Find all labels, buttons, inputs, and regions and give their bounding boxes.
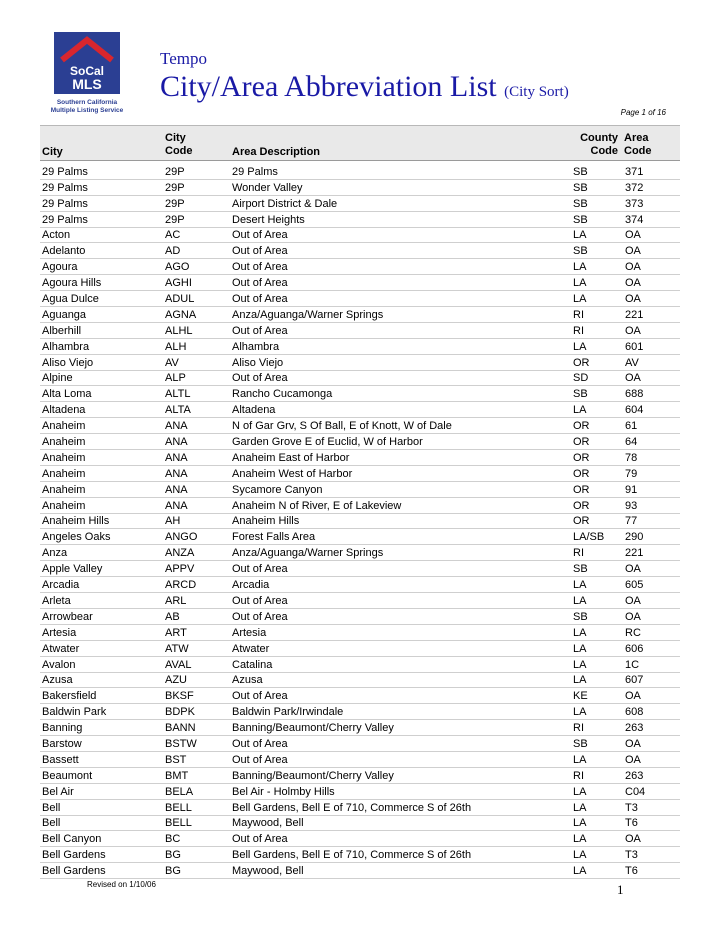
col-area-description: Area Description	[232, 146, 321, 158]
table-row	[40, 402, 680, 418]
house-logo-icon	[46, 26, 130, 118]
county-code-cell: SB	[573, 736, 625, 752]
table-row	[40, 672, 680, 688]
city-code-cell: BANN	[165, 720, 232, 736]
county-code-cell: SB	[573, 179, 625, 195]
area-description-cell: Anza/Aguanga/Warner Springs	[232, 307, 573, 323]
table-row	[40, 608, 680, 624]
table-row	[40, 338, 680, 354]
city-cell: Aguanga	[40, 307, 165, 323]
table-row	[40, 179, 680, 195]
area-code-cell: 77	[625, 513, 680, 529]
area-code-cell: 604	[625, 402, 680, 418]
county-code-cell: OR	[573, 450, 625, 466]
area-description-cell: Aliso Viejo	[232, 354, 573, 370]
table-row	[40, 370, 680, 386]
city-code-cell: AGO	[165, 259, 232, 275]
table-row	[40, 688, 680, 704]
table-row	[40, 450, 680, 466]
city-code-cell: ALHL	[165, 322, 232, 338]
area-description-cell: Out of Area	[232, 736, 573, 752]
area-description-cell: Out of Area	[232, 227, 573, 243]
col-area-code-line2: Code	[624, 145, 652, 157]
county-code-cell: LA	[573, 863, 625, 879]
area-description-cell: Bel Air - Holmby Hills	[232, 783, 573, 799]
county-code-cell: SB	[573, 195, 625, 211]
area-code-cell: 61	[625, 418, 680, 434]
table-row	[40, 243, 680, 259]
city-cell: Avalon	[40, 656, 165, 672]
city-cell: Agoura Hills	[40, 275, 165, 291]
city-cell: Apple Valley	[40, 561, 165, 577]
area-code-cell: 688	[625, 386, 680, 402]
logo-line1: SoCal	[69, 64, 105, 78]
area-code-cell: 64	[625, 434, 680, 450]
county-code-cell: LA	[573, 815, 625, 831]
area-code-cell: OA	[625, 593, 680, 609]
col-area-code-line1: Area	[624, 132, 649, 144]
area-description-cell: Altadena	[232, 402, 573, 418]
county-code-cell: RI	[573, 545, 625, 561]
city-code-cell: AGNA	[165, 307, 232, 323]
county-code-cell: SB	[573, 561, 625, 577]
table-row	[40, 640, 680, 656]
city-cell: Banning	[40, 720, 165, 736]
table-row	[40, 783, 680, 799]
city-code-cell: ATW	[165, 640, 232, 656]
area-code-cell: C04	[625, 783, 680, 799]
county-code-cell: RI	[573, 720, 625, 736]
area-code-cell: 91	[625, 481, 680, 497]
city-code-cell: ALTA	[165, 402, 232, 418]
city-code-cell: APPV	[165, 561, 232, 577]
city-cell: Angeles Oaks	[40, 529, 165, 545]
area-description-cell: Wonder Valley	[232, 179, 573, 195]
city-code-cell: BELL	[165, 799, 232, 815]
city-code-cell: AVAL	[165, 656, 232, 672]
area-description-cell: Anaheim West of Harbor	[232, 465, 573, 481]
table-row	[40, 593, 680, 609]
table-row	[40, 195, 680, 211]
city-code-cell: ANA	[165, 465, 232, 481]
city-code-cell: ANA	[165, 418, 232, 434]
col-county-code-line2: Code	[590, 145, 618, 157]
city-code-cell: 29P	[165, 195, 232, 211]
city-code-cell: AH	[165, 513, 232, 529]
city-cell: Barstow	[40, 736, 165, 752]
county-code-cell: LA	[573, 847, 625, 863]
table-row	[40, 720, 680, 736]
area-code-cell: OA	[625, 227, 680, 243]
city-cell: Anaheim	[40, 497, 165, 513]
city-code-cell: BST	[165, 751, 232, 767]
city-cell: Bel Air	[40, 783, 165, 799]
area-code-cell: 372	[625, 179, 680, 195]
area-description-cell: Out of Area	[232, 275, 573, 291]
city-cell: Acton	[40, 227, 165, 243]
city-cell: Anaheim Hills	[40, 513, 165, 529]
area-description-cell: Baldwin Park/Irwindale	[232, 704, 573, 720]
col-city-code-line1: City	[165, 132, 186, 144]
table-row	[40, 815, 680, 831]
city-cell: Bakersfield	[40, 688, 165, 704]
area-description-cell: Anaheim N of River, E of Lakeview	[232, 497, 573, 513]
city-code-cell: ANA	[165, 450, 232, 466]
page-title	[160, 70, 569, 104]
area-code-cell: T6	[625, 863, 680, 879]
area-code-cell: OA	[625, 736, 680, 752]
county-code-cell: LA	[573, 291, 625, 307]
city-cell: Arleta	[40, 593, 165, 609]
county-code-cell: OR	[573, 418, 625, 434]
city-code-cell: AD	[165, 243, 232, 259]
area-code-cell: OA	[625, 370, 680, 386]
city-cell: Baldwin Park	[40, 704, 165, 720]
area-code-cell: OA	[625, 831, 680, 847]
city-code-cell: AGHI	[165, 275, 232, 291]
area-description-cell: Out of Area	[232, 608, 573, 624]
area-code-cell: 290	[625, 529, 680, 545]
area-code-cell: 78	[625, 450, 680, 466]
county-code-cell: LA	[573, 640, 625, 656]
area-code-cell: 221	[625, 545, 680, 561]
city-code-cell: ANA	[165, 481, 232, 497]
area-description-cell: Out of Area	[232, 751, 573, 767]
table-row	[40, 307, 680, 323]
county-code-cell: LA	[573, 783, 625, 799]
county-code-cell: SB	[573, 243, 625, 259]
county-code-cell: LA	[573, 704, 625, 720]
county-code-cell: SB	[573, 211, 625, 227]
area-description-cell: Sycamore Canyon	[232, 481, 573, 497]
city-code-cell: ANZA	[165, 545, 232, 561]
area-code-cell: 79	[625, 465, 680, 481]
area-description-cell: Out of Area	[232, 593, 573, 609]
city-cell: Bassett	[40, 751, 165, 767]
county-code-cell: LA/SB	[573, 529, 625, 545]
city-code-cell: BDPK	[165, 704, 232, 720]
area-description-cell: Bell Gardens, Bell E of 710, Commerce S of 26th	[232, 799, 573, 815]
city-code-cell: 29P	[165, 164, 232, 179]
city-code-cell: 29P	[165, 179, 232, 195]
city-cell: Bell	[40, 799, 165, 815]
county-code-cell: LA	[573, 577, 625, 593]
city-code-cell: BC	[165, 831, 232, 847]
city-code-cell: AZU	[165, 672, 232, 688]
area-description-cell: Out of Area	[232, 688, 573, 704]
logo-caption1: Southern California	[56, 99, 118, 106]
area-description-cell: Out of Area	[232, 291, 573, 307]
city-code-cell: ALP	[165, 370, 232, 386]
table-row	[40, 434, 680, 450]
city-cell: Anaheim	[40, 418, 165, 434]
county-code-cell: LA	[573, 751, 625, 767]
area-description-cell: Out of Area	[232, 561, 573, 577]
tempo-label: Tempo	[160, 49, 207, 68]
city-code-cell: BG	[165, 847, 232, 863]
area-description-cell: Rancho Cucamonga	[232, 386, 573, 402]
area-description-cell: Catalina	[232, 656, 573, 672]
area-code-cell: 601	[625, 338, 680, 354]
county-code-cell: LA	[573, 799, 625, 815]
city-cell: 29 Palms	[40, 164, 165, 179]
city-area-table	[40, 164, 680, 879]
area-code-cell: 605	[625, 577, 680, 593]
table-row	[40, 529, 680, 545]
table-row	[40, 799, 680, 815]
table-row	[40, 291, 680, 307]
area-description-cell: Banning/Beaumont/Cherry Valley	[232, 767, 573, 783]
page-number: 1	[617, 882, 624, 897]
area-code-cell: 371	[625, 164, 680, 179]
table-row	[40, 736, 680, 752]
city-code-cell: ART	[165, 624, 232, 640]
city-code-cell: ARCD	[165, 577, 232, 593]
city-code-cell: 29P	[165, 211, 232, 227]
area-code-cell: 263	[625, 767, 680, 783]
city-cell: Azusa	[40, 672, 165, 688]
table-row	[40, 481, 680, 497]
area-code-cell: AV	[625, 354, 680, 370]
county-code-cell: OR	[573, 465, 625, 481]
city-cell: Alta Loma	[40, 386, 165, 402]
county-code-cell: LA	[573, 672, 625, 688]
area-description-cell: Out of Area	[232, 243, 573, 259]
table-row	[40, 227, 680, 243]
area-description-cell: Banning/Beaumont/Cherry Valley	[232, 720, 573, 736]
city-cell: Agoura	[40, 259, 165, 275]
col-county-code	[574, 132, 618, 158]
area-code-cell: OA	[625, 751, 680, 767]
area-code-cell: OA	[625, 243, 680, 259]
table-row	[40, 211, 680, 227]
city-cell: Agua Dulce	[40, 291, 165, 307]
county-code-cell: SD	[573, 370, 625, 386]
col-city-code	[165, 132, 193, 158]
city-cell: Bell	[40, 815, 165, 831]
city-cell: Alpine	[40, 370, 165, 386]
city-code-cell: BELA	[165, 783, 232, 799]
county-code-cell: SB	[573, 164, 625, 179]
city-code-cell: ALH	[165, 338, 232, 354]
county-code-cell: RI	[573, 767, 625, 783]
table-row	[40, 561, 680, 577]
area-code-cell: 93	[625, 497, 680, 513]
area-code-cell: 263	[625, 720, 680, 736]
page-indicator: Page 1 of 16	[620, 108, 666, 117]
county-code-cell: OR	[573, 513, 625, 529]
county-code-cell: RI	[573, 307, 625, 323]
city-cell: Atwater	[40, 640, 165, 656]
area-description-cell: Out of Area	[232, 259, 573, 275]
city-cell: Anaheim	[40, 465, 165, 481]
county-code-cell: LA	[573, 338, 625, 354]
area-code-cell: OA	[625, 275, 680, 291]
county-code-cell: LA	[573, 227, 625, 243]
logo-caption2: Multiple Listing Service	[50, 107, 124, 114]
area-description-cell: Arcadia	[232, 577, 573, 593]
area-code-cell: 607	[625, 672, 680, 688]
area-code-cell: OA	[625, 291, 680, 307]
city-cell: Bell Gardens	[40, 847, 165, 863]
col-city-code-line2: Code	[165, 145, 193, 157]
table-body	[40, 164, 680, 879]
table-row	[40, 545, 680, 561]
city-code-cell: AV	[165, 354, 232, 370]
table-row	[40, 656, 680, 672]
area-description-cell: Alhambra	[232, 338, 573, 354]
city-code-cell: AB	[165, 608, 232, 624]
area-description-cell: Out of Area	[232, 831, 573, 847]
table-row	[40, 577, 680, 593]
city-cell: Alberhill	[40, 322, 165, 338]
area-code-cell: 374	[625, 211, 680, 227]
area-code-cell: T6	[625, 815, 680, 831]
city-cell: 29 Palms	[40, 195, 165, 211]
area-description-cell: Azusa	[232, 672, 573, 688]
city-cell: Adelanto	[40, 243, 165, 259]
col-area-code	[624, 132, 652, 158]
area-code-cell: OA	[625, 561, 680, 577]
area-code-cell: 373	[625, 195, 680, 211]
city-code-cell: ANA	[165, 497, 232, 513]
city-cell: Anaheim	[40, 450, 165, 466]
city-cell: Anza	[40, 545, 165, 561]
area-code-cell: 606	[625, 640, 680, 656]
county-code-cell: OR	[573, 481, 625, 497]
area-description-cell: Anaheim Hills	[232, 513, 573, 529]
county-code-cell: OR	[573, 434, 625, 450]
city-code-cell: ANA	[165, 434, 232, 450]
city-code-cell: BKSF	[165, 688, 232, 704]
city-cell: Anaheim	[40, 481, 165, 497]
table-row	[40, 831, 680, 847]
city-code-cell: ARL	[165, 593, 232, 609]
county-code-cell: OR	[573, 354, 625, 370]
table-row	[40, 497, 680, 513]
area-description-cell: Desert Heights	[232, 211, 573, 227]
county-code-cell: RI	[573, 322, 625, 338]
table-row	[40, 751, 680, 767]
logo-line2: MLS	[72, 76, 102, 92]
area-description-cell: Atwater	[232, 640, 573, 656]
area-description-cell: Anza/Aguanga/Warner Springs	[232, 545, 573, 561]
area-description-cell: Garden Grove E of Euclid, W of Harbor	[232, 434, 573, 450]
city-code-cell: ANGO	[165, 529, 232, 545]
table-row	[40, 704, 680, 720]
city-code-cell: BMT	[165, 767, 232, 783]
area-description-cell: N of Gar Grv, S Of Ball, E of Knott, W of Dale	[232, 418, 573, 434]
col-city: City	[42, 146, 63, 158]
city-code-cell: AC	[165, 227, 232, 243]
county-code-cell: LA	[573, 624, 625, 640]
county-code-cell: LA	[573, 656, 625, 672]
area-description-cell: Out of Area	[232, 322, 573, 338]
city-cell: Arrowbear	[40, 608, 165, 624]
col-county-code-line1: County	[580, 132, 618, 144]
area-code-cell: 608	[625, 704, 680, 720]
area-code-cell: OA	[625, 688, 680, 704]
city-cell: 29 Palms	[40, 211, 165, 227]
table-row	[40, 624, 680, 640]
table-row	[40, 386, 680, 402]
area-description-cell: Maywood, Bell	[232, 863, 573, 879]
table-row	[40, 847, 680, 863]
city-cell: Bell Gardens	[40, 863, 165, 879]
revised-date: Revised on 1/10/06	[87, 880, 156, 889]
table-row	[40, 513, 680, 529]
title-text: City/Area Abbreviation List	[160, 70, 497, 103]
area-code-cell: T3	[625, 799, 680, 815]
area-description-cell: Maywood, Bell	[232, 815, 573, 831]
city-cell: Bell Canyon	[40, 831, 165, 847]
city-cell: Arcadia	[40, 577, 165, 593]
county-code-cell: LA	[573, 259, 625, 275]
city-code-cell: BG	[165, 863, 232, 879]
city-cell: 29 Palms	[40, 179, 165, 195]
socal-mls-logo	[46, 26, 130, 118]
city-code-cell: BSTW	[165, 736, 232, 752]
area-code-cell: RC	[625, 624, 680, 640]
city-code-cell: BELL	[165, 815, 232, 831]
city-cell: Aliso Viejo	[40, 354, 165, 370]
area-description-cell: Artesia	[232, 624, 573, 640]
county-code-cell: KE	[573, 688, 625, 704]
county-code-cell: LA	[573, 402, 625, 418]
area-code-cell: 1C	[625, 656, 680, 672]
county-code-cell: SB	[573, 608, 625, 624]
city-cell: Alhambra	[40, 338, 165, 354]
county-code-cell: SB	[573, 386, 625, 402]
area-code-cell: OA	[625, 259, 680, 275]
table-row	[40, 354, 680, 370]
city-cell: Artesia	[40, 624, 165, 640]
county-code-cell: LA	[573, 831, 625, 847]
county-code-cell: LA	[573, 275, 625, 291]
table-row	[40, 164, 680, 179]
area-description-cell: Out of Area	[232, 370, 573, 386]
county-code-cell: LA	[573, 593, 625, 609]
county-code-cell: OR	[573, 497, 625, 513]
city-code-cell: ALTL	[165, 386, 232, 402]
table-row	[40, 275, 680, 291]
table-row	[40, 418, 680, 434]
area-description-cell: Bell Gardens, Bell E of 710, Commerce S of 26th	[232, 847, 573, 863]
area-description-cell: Airport District & Dale	[232, 195, 573, 211]
area-description-cell: 29 Palms	[232, 164, 573, 179]
city-code-cell: ADUL	[165, 291, 232, 307]
area-description-cell: Forest Falls Area	[232, 529, 573, 545]
area-description-cell: Anaheim East of Harbor	[232, 450, 573, 466]
city-cell: Altadena	[40, 402, 165, 418]
table-row	[40, 863, 680, 879]
table-row	[40, 767, 680, 783]
area-code-cell: OA	[625, 608, 680, 624]
city-cell: Anaheim	[40, 434, 165, 450]
area-code-cell: 221	[625, 307, 680, 323]
title-subtitle: (City Sort)	[504, 84, 569, 100]
table-row	[40, 465, 680, 481]
city-cell: Beaumont	[40, 767, 165, 783]
table-row	[40, 259, 680, 275]
table-row	[40, 322, 680, 338]
area-code-cell: OA	[625, 322, 680, 338]
area-code-cell: T3	[625, 847, 680, 863]
